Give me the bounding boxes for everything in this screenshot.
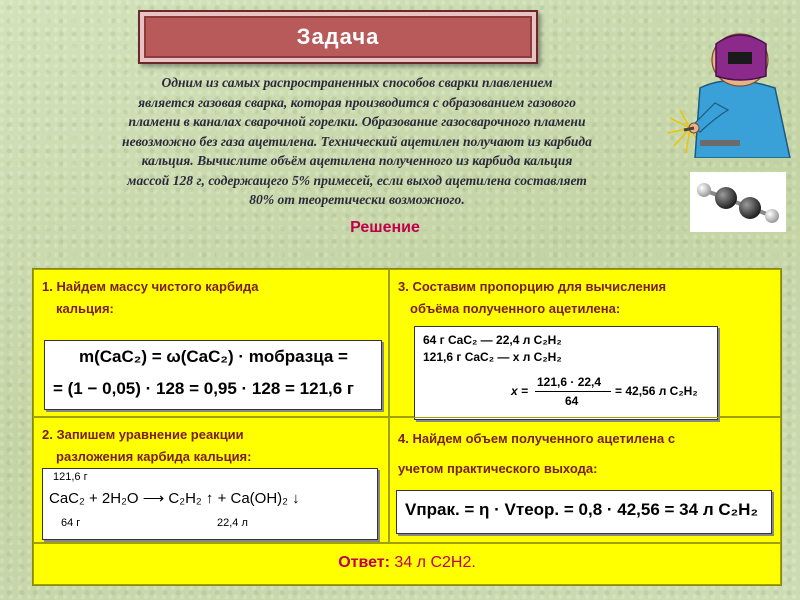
fraction-bar bbox=[535, 391, 611, 392]
problem-line: является газовая сварка, которая производится с образованием газового bbox=[138, 94, 576, 110]
step-heading-line: разложения карбида кальция: bbox=[56, 449, 252, 464]
step-heading-line: кальция: bbox=[56, 301, 114, 316]
volume-formula bbox=[396, 490, 772, 534]
formula-line: Vпрак. = η · Vтеор. = 0,8 · 42,56 = 34 л C₂H₂ bbox=[405, 500, 758, 519]
step-4-cell bbox=[389, 417, 781, 543]
answer-cell bbox=[33, 543, 781, 585]
problem-line: 80% от теоретически возможного. bbox=[249, 192, 465, 207]
x-label: x = bbox=[511, 384, 529, 398]
step-heading-line: объёма полученного ацетилена: bbox=[410, 301, 621, 316]
step-4-heading bbox=[398, 424, 774, 484]
step-heading-line: 3. Составим пропорцию для вычисления bbox=[398, 279, 667, 294]
problem-line: Одним из самых распространенных способов сварки плавлением bbox=[161, 75, 553, 90]
formula-line: = (1 − 0,05) · 128 = 0,95 · 128 = 121,6 г bbox=[53, 379, 355, 398]
problem-line: массой 128 г, содержащего 5% примесей, если выход ацетилена составляет bbox=[127, 172, 587, 188]
problem-line: невозможно без газа ацетилена. Технический ацетилен получают из карбида bbox=[122, 133, 592, 149]
step-1-heading bbox=[42, 276, 382, 320]
step-heading-line: 4. Найдем объем полученного ацетилена с bbox=[398, 431, 676, 446]
reaction-equation bbox=[42, 468, 378, 540]
step-3-heading bbox=[398, 276, 774, 320]
welder-icon bbox=[660, 18, 800, 158]
formula-line: m(CaC₂) = ω(CaC₂) · mобразца = bbox=[79, 347, 348, 366]
answer-value: 34 л С2Н2. bbox=[394, 554, 476, 571]
problem-line: кальция. Вычислите объём ацетилена полученного из карбида кальция bbox=[141, 153, 573, 168]
problem-line: пламени в каналах сварочной горелки. Образование газосварочного пламени bbox=[128, 114, 586, 129]
step-2-cell bbox=[33, 417, 389, 543]
problem-text bbox=[28, 73, 686, 210]
step-2-heading bbox=[42, 424, 382, 468]
proportion-result: = 42,56 л C₂H₂ bbox=[615, 384, 698, 398]
volume-annotation: 22,4 л bbox=[217, 517, 248, 529]
proportion-row: 64 г CaC₂ — 22,4 л C₂H₂ bbox=[423, 333, 562, 347]
step-1-cell bbox=[33, 269, 389, 417]
page-title: Задача bbox=[296, 24, 380, 49]
fraction-denominator: 64 bbox=[565, 394, 579, 408]
step-heading-line: 1. Найдем массу чистого карбида bbox=[42, 279, 259, 294]
solution-heading: Решение bbox=[350, 219, 420, 236]
answer-label: Ответ: bbox=[338, 554, 390, 571]
proportion-row: 121,6 г CaC₂ — x л C₂H₂ bbox=[423, 350, 562, 364]
step-3-cell bbox=[389, 269, 781, 417]
acetylene-molecule-icon bbox=[690, 172, 786, 232]
solution-table bbox=[32, 268, 782, 586]
mass-formula bbox=[44, 340, 382, 410]
fraction-numerator: 121,6 · 22,4 bbox=[537, 375, 602, 389]
mass-annotation: 121,6 г bbox=[53, 471, 88, 483]
proportion-formula bbox=[414, 326, 718, 420]
equation-line: CaC₂ + 2H₂O ⟶ C₂H₂ ↑ + Ca(OH)₂ ↓ bbox=[49, 490, 300, 507]
step-heading-line: 2. Запишем уравнение реакции bbox=[42, 427, 244, 442]
title-banner bbox=[138, 10, 538, 64]
answer bbox=[34, 554, 780, 572]
mass-annotation: 64 г bbox=[61, 517, 81, 529]
step-heading-line: учетом практического выхода: bbox=[398, 461, 598, 476]
